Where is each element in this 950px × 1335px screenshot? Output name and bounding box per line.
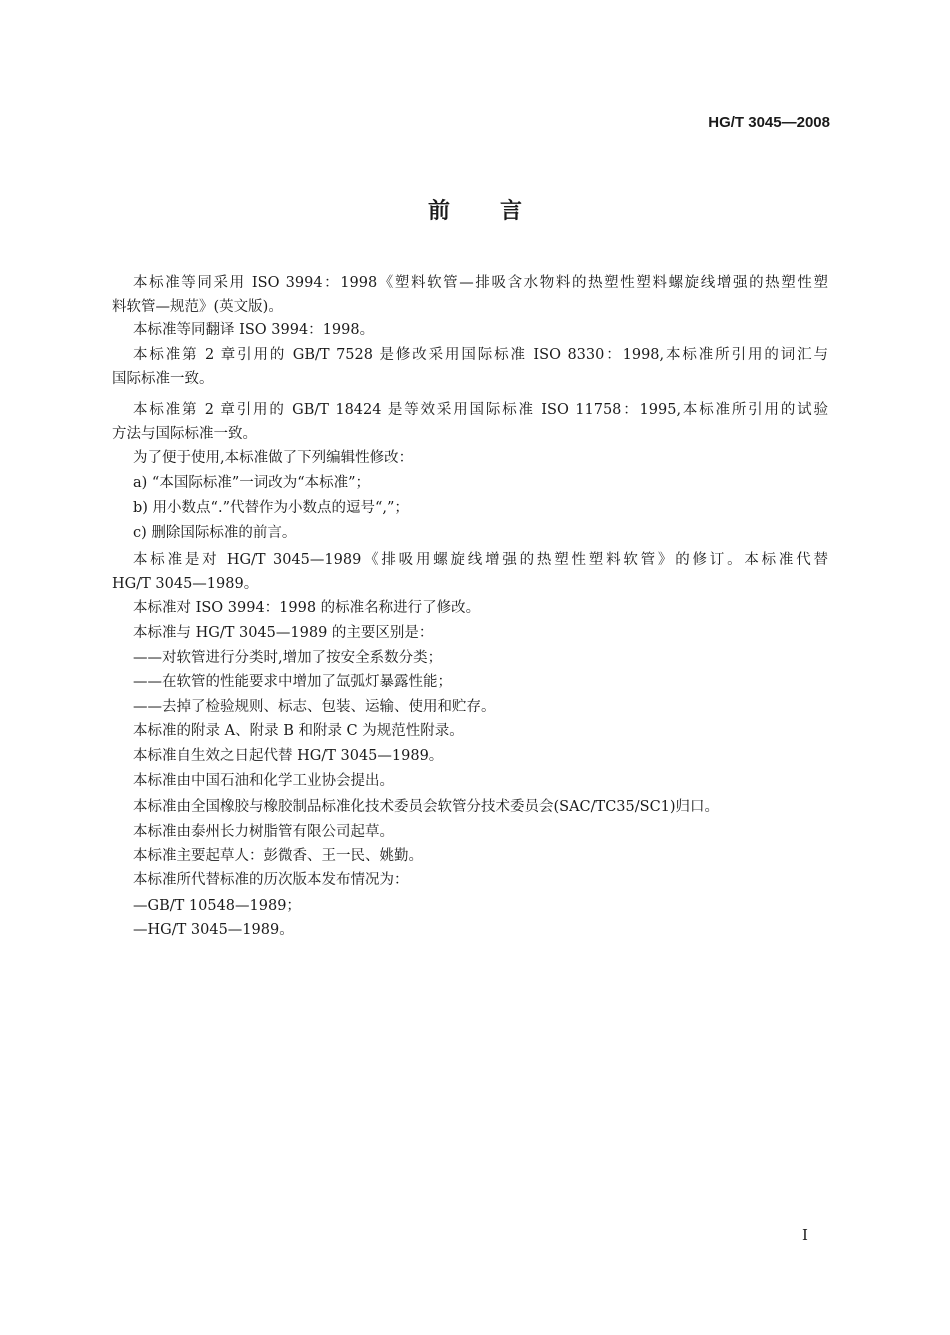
paragraph-line: ——在软管的性能要求中增加了氙弧灯暴露性能；: [133, 674, 452, 690]
paragraph-line: 本标准由泰州长力树脂管有限公司起草。: [133, 824, 394, 840]
paragraph-line: 本标准等同翻译 ISO 3994：1998。: [133, 322, 375, 338]
paragraph-line: 本标准是对 HG/T 3045—1989《排吸用螺旋线增强的热塑性塑料软管》的修订。本标准代替: [133, 552, 828, 568]
paragraph-line: 本标准主要起草人：彭微香、王一民、姚勤。: [133, 848, 423, 864]
paragraph-line: 为了便于使用,本标准做了下列编辑性修改：: [133, 450, 414, 466]
page-title: 前言: [427, 198, 572, 223]
paragraph-line: —GB/T 10548—1989；: [133, 898, 301, 914]
standard-code-header: HG/T 3045—2008: [708, 114, 830, 131]
paragraph-continuation-line: 国际标准一致。: [112, 371, 214, 387]
paragraph-line: 本标准等同采用 ISO 3994：1998《塑料软管—排吸含水物料的热塑性塑料螺旋线增强的热塑性塑: [133, 275, 828, 291]
paragraph-line: 本标准所代替标准的历次版本发布情况为：: [133, 872, 409, 888]
paragraph-line: 本标准第 2 章引用的 GB/T 18424 是等效采用国际标准 ISO 11758：1995,本标准所引用的试验: [133, 402, 828, 418]
paragraph-line: 本标准对 ISO 3994：1998 的标准名称进行了修改。: [133, 600, 481, 616]
paragraph-line: ——对软管进行分类时,增加了按安全系数分类；: [133, 650, 443, 666]
paragraph-line: 本标准由全国橡胶与橡胶制品标准化技术委员会软管分技术委员会(SAC/TC35/SC1)归口。: [133, 799, 720, 815]
paragraph-line: 本标准由中国石油和化学工业协会提出。: [133, 773, 394, 789]
paragraph-line: —HG/T 3045—1989。: [133, 922, 294, 938]
paragraph-line: 本标准第 2 章引用的 GB/T 7528 是修改采用国际标准 ISO 8330：1998,本标准所引用的词汇与: [133, 347, 828, 363]
paragraph-line: 本标准与 HG/T 3045—1989 的主要区别是：: [133, 625, 434, 641]
paragraph-line: c) 删除国际标准的前言。: [133, 525, 297, 541]
paragraph-line: ——去掉了检验规则、标志、包装、运输、使用和贮存。: [133, 699, 496, 715]
paragraph-line: a) “本国际标准”一词改为“本标准”；: [133, 475, 371, 491]
paragraph-continuation-line: 方法与国际标准一致。: [112, 426, 257, 442]
paragraph-line: 本标准的附录 A、附录 B 和附录 C 为规范性附录。: [133, 723, 464, 739]
paragraph-continuation-line: 料软管—规范》(英文版)。: [112, 299, 283, 315]
paragraph-continuation-line: HG/T 3045—1989。: [112, 576, 259, 592]
paragraph-line: 本标准自生效之日起代替 HG/T 3045—1989。: [133, 748, 444, 764]
paragraph-line: b) 用小数点“.”代替作为小数点的逗号“,”；: [133, 500, 409, 516]
page-number: I: [802, 1226, 808, 1244]
